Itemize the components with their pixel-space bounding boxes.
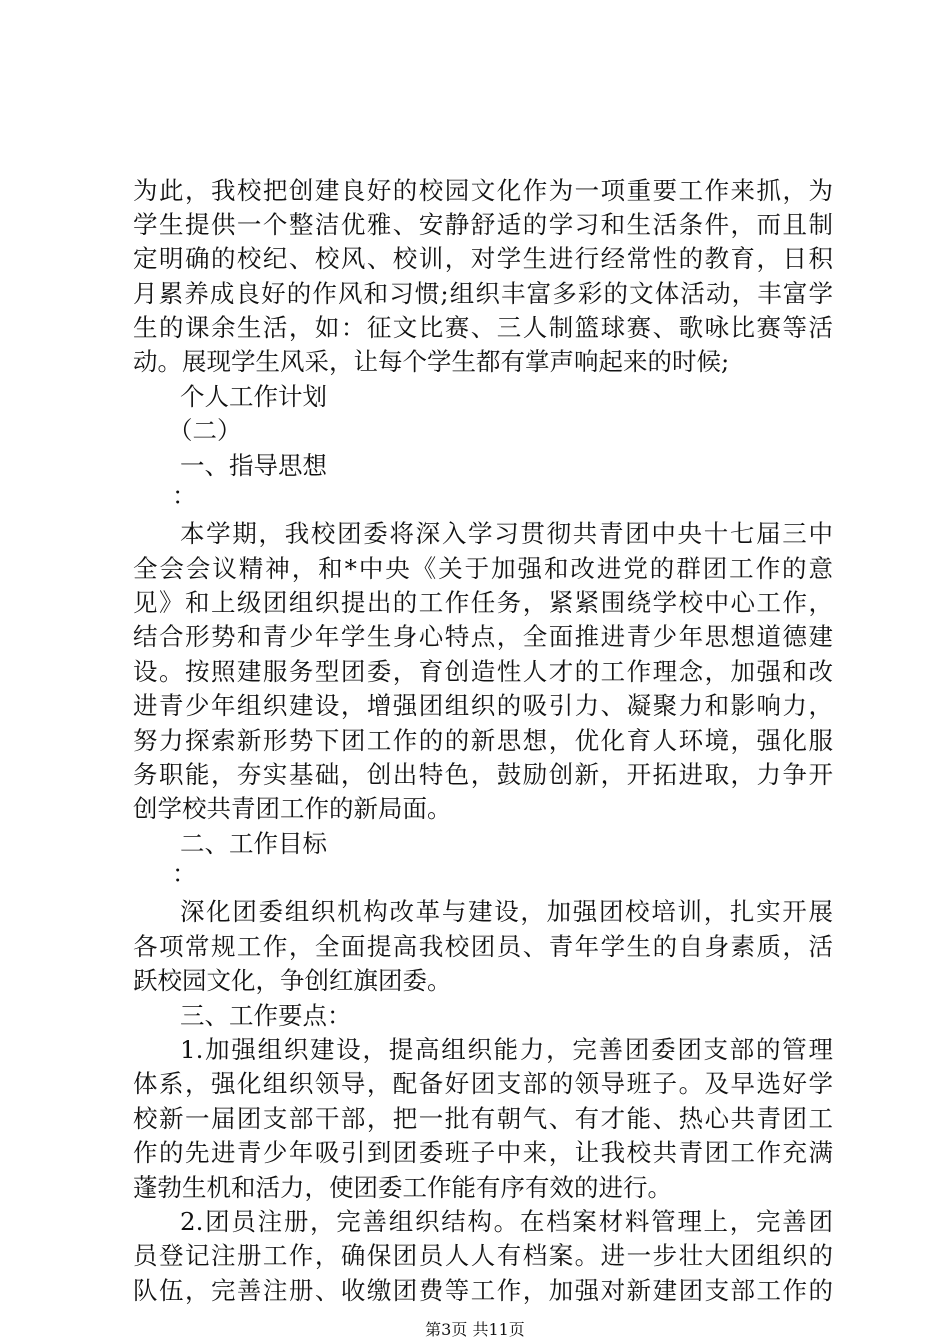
text-line: 月累养成良好的作风和习惯;组织丰富多彩的文体活动，丰富学 xyxy=(133,279,833,308)
text-line: 定明确的校纪、校风、校训，对学生进行经常性的教育，日积 xyxy=(133,244,833,273)
text-line: 本学期，我校团委将深入学习贯彻共青团中央十七届三中 xyxy=(180,519,833,548)
text-line: 校新一届团支部干部，把一批有朝气、有才能、热心共青团工 xyxy=(133,1104,833,1133)
text-line: 2.团员注册，完善组织结构。在档案材料管理上，完善团 xyxy=(180,1207,833,1236)
text-line: 努力探索新形势下团工作的的新思想，优化育人环境，强化服 xyxy=(133,726,833,755)
colon-mark: ： xyxy=(172,859,197,888)
text-line: 进青少年组织建设，增强团组织的吸引力、凝聚力和影响力， xyxy=(133,691,833,720)
text-line: 务职能，夯实基础，创出特色，鼓励创新，开拓进取，力争开 xyxy=(133,760,833,789)
text-line: 学生提供一个整洁优雅、安静舒适的学习和生活条件，而且制 xyxy=(133,210,833,239)
section-heading: 一、指导思想 xyxy=(180,451,327,480)
text-line: 动。展现学生风采，让每个学生都有掌声响起来的时候; xyxy=(133,347,730,376)
text-line: 跃校园文化，争创红旗团委。 xyxy=(133,966,452,995)
section-subheading: （二） xyxy=(168,416,242,445)
text-line: 生的课余生活，如：征文比赛、三人制篮球赛、歌咏比赛等活 xyxy=(133,313,833,342)
text-line: 见》和上级团组织提出的工作任务，紧紧围绕学校中心工作， xyxy=(133,588,833,617)
text-line: 为此，我校把创建良好的校园文化作为一项重要工作来抓，为 xyxy=(133,176,833,205)
section-heading: 个人工作计划 xyxy=(180,382,327,411)
text-line: 蓬勃生机和活力，使团委工作能有序有效的进行。 xyxy=(133,1173,672,1202)
section-heading: 三、工作要点： xyxy=(180,1001,352,1030)
text-line: 结合形势和青少年学生身心特点，全面推进青少年思想道德建 xyxy=(133,622,833,651)
text-line: 1.加强组织建设，提高组织能力，完善团委团支部的管理 xyxy=(180,1035,833,1064)
text-line: 作的先进青少年吸引到团委班子中来，让我校共青团工作充满 xyxy=(133,1138,833,1167)
text-line: 全会会议精神，和*中央《关于加强和改进党的群团工作的意 xyxy=(133,554,833,583)
text-line: 深化团委组织机构改革与建设，加强团校培训，扎实开展 xyxy=(180,897,833,926)
text-line: 体系，强化组织领导，配备好团支部的领导班子。及早选好学 xyxy=(133,1069,833,1098)
text-line: 员登记注册工作，确保团员人人有档案。进一步壮大团组织的 xyxy=(133,1241,833,1270)
text-line: 队伍，完善注册、收缴团费等工作，加强对新建团支部工作的 xyxy=(133,1276,833,1305)
text-line: 各项常规工作，全面提高我校团员、青年学生的自身素质，活 xyxy=(133,932,833,961)
page-number-footer: 第3页 共11页 xyxy=(425,1320,525,1339)
text-line: 创学校共青团工作的新局面。 xyxy=(133,794,452,823)
section-heading: 二、工作目标 xyxy=(180,829,327,858)
colon-mark: ： xyxy=(172,481,197,510)
text-line: 设。按照建服务型团委，育创造性人才的工作理念，加强和改 xyxy=(133,657,833,686)
